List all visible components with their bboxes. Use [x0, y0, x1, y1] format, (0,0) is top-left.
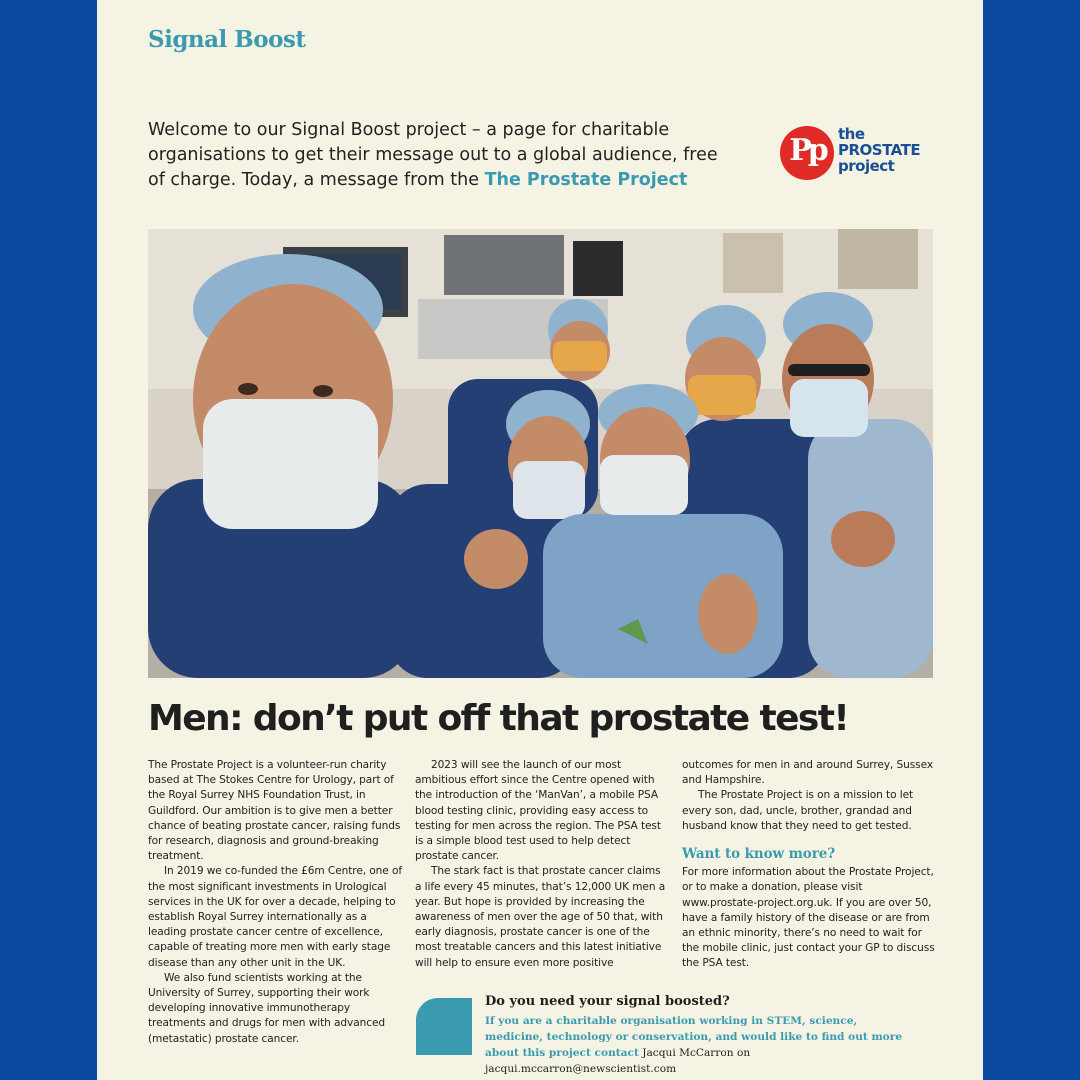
logo-line-2: PROSTATE	[838, 141, 921, 159]
article-column-2	[415, 758, 670, 971]
cta-title: Do you need your signal boosted?	[485, 994, 730, 1009]
col3-paragraph-3: For more information about the Prostate Project, or to make a donation, please visit www.prostate-project.org.uk. If you are over 50, have a family history of the disease or are from an ethnic minority, there’s no need to wait for the mobile clinic, just contact your GP to discuss the PSA test.	[682, 866, 935, 970]
intro-text: Welcome to our Signal Boost project – a page for charitable organisations to get their message out to a global audience, free of charge. Today, a message from the	[148, 120, 718, 190]
intro-paragraph	[148, 118, 728, 193]
logo-line-3: project	[838, 157, 895, 175]
logo-line-1: the	[838, 125, 865, 143]
article-column-3	[682, 758, 937, 972]
col1-paragraph-3: We also fund scientists working at the University of Surrey, supporting their work developing innovative immunotherapy treatments and drugs for men with advanced (metastatic) prostate cancer.	[148, 971, 385, 1045]
col1-paragraph-2: In 2019 we co-funded the £6m Centre, one of the most significant investments in Urological services in the UK for over a decade, helping to establish Royal Surrey internationally as a leading prostate cancer centre of excellence, capable of treating more men with early stage disease than any other unit in the UK.	[148, 865, 402, 969]
cta-contact: Jacqui McCarron on jacqui.mccarron@newscientist.com	[485, 1047, 751, 1075]
prostate-project-logo	[780, 126, 930, 188]
cta-body	[485, 1013, 905, 1077]
article-column-1	[148, 758, 403, 1047]
logo-badge-text: Pp	[789, 133, 825, 168]
want-to-know-more-heading: Want to know more?	[682, 846, 836, 863]
intro-org-name: The Prostate Project	[484, 170, 688, 190]
team-photo	[148, 229, 933, 678]
cta-accent-shape	[416, 998, 472, 1055]
team-photo-illustration	[148, 229, 933, 678]
col2-paragraph-1: 2023 will see the launch of our most ambitious effort since the Centre opened with the introduction of the ‘ManVan’, a mobile PSA blood testing clinic, providing easy access to testing for men across the region. The PSA test is a simple blood test used to help detect prostate cancer.	[415, 759, 661, 863]
signal-boost-cta	[485, 994, 905, 1077]
col1-paragraph-1: The Prostate Project is a volunteer-run charity based at The Stokes Centre for Urology, part of the Royal Surrey NHS Foundation Trust, in Guildford. Our ambition is to give men a better chance of beating prostate cancer, raising funds for research, diagnosis and ground-breaking treatment.	[148, 759, 401, 863]
magazine-page	[97, 0, 983, 1080]
logo-wordmark	[838, 126, 933, 174]
article-headline: Men: don’t put off that prostate test!	[148, 698, 849, 739]
section-title: Signal Boost	[148, 26, 306, 53]
col2-paragraph-2: The stark fact is that prostate cancer claims a life every 45 minutes, that’s 12,000 UK men a year. But hope is provided by increasing the awareness of men over the age of 50 that, with early diagnosis, prostate cancer is one of the most treatable cancers and this latest initiative will help to ensure even more positive	[415, 865, 666, 969]
cta-text: If you are a charitable organisation working in STEM, science, medicine, technology or conservation, and would like to find out more about this project contact	[485, 1015, 903, 1059]
logo-badge	[780, 126, 834, 180]
col3-paragraph-1: outcomes for men in and around Surrey, Sussex and Hampshire.	[682, 759, 934, 787]
col3-paragraph-2: The Prostate Project is on a mission to let every son, dad, uncle, brother, grandad and husband know that they need to get tested.	[682, 789, 914, 832]
